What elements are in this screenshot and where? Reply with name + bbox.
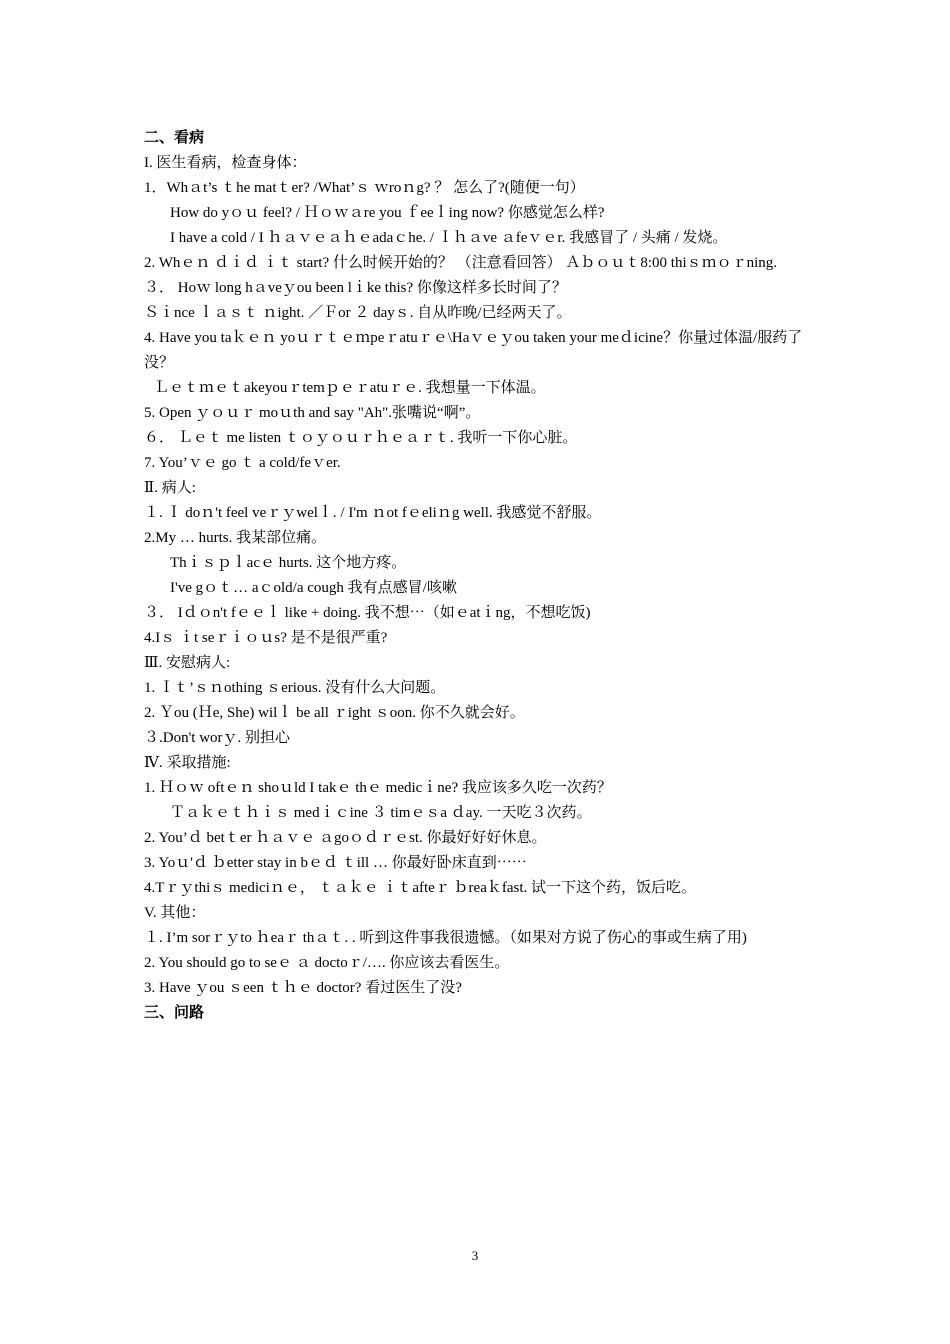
part4-line1b: Ｔａｋｅｔｈｉｓ medｉｃine ３ timｅｓa ｄay. 一天吃３次药。 <box>170 805 592 821</box>
document-page <box>144 126 808 1026</box>
part2-line1: １. Ｉ doｎ't feel veｒｙwelｌ. / I'm ｎot fｅeliｎg well. 我感觉不舒服。 <box>144 505 602 521</box>
part2-line2c: I've gｏｔ… aｃold/a cough 我有点感冒/咳嗽 <box>170 580 457 596</box>
section-heading-ask-directions: 三、问路 <box>144 1005 205 1021</box>
part4-line2: 2. You’ｄ betｔer ｈａｖｅ ａgoｏｄｒｅst. 你最好好好休息。 <box>144 830 547 846</box>
page-number: 3 <box>471 1248 479 1263</box>
part1-line3b: Ｓｉnce ｌａｓｔ ｎight. ／Ｆor ２ dayｓ. 自从昨晚/已经两天了。 <box>144 305 572 321</box>
part2-line2b: Thｉｓｐｌacｅ hurts. 这个地方疼。 <box>170 555 407 571</box>
part1-line1: 1．Whａt’s ｔhe matｔer? /What’ｓ ｗroｎg? ？ 怎么了?(随便一句） <box>144 180 585 196</box>
part1-line1b: How do yｏｕ feel? / Ｈｏｗａre you ｆeeｌing now? 你感觉怎么样? <box>170 205 605 221</box>
part5-line1: １. I’m sorｒｙto ｈeaｒ thａｔ. . 听到这件事我很遗憾。（如果对方说了伤心的事或生病了用) <box>144 930 747 946</box>
section-heading-see-doctor: 二、看病 <box>144 130 205 146</box>
part1-line6: ６． Ｌｅｔ me listen ｔｏｙｏｕｒｈｅａｒｔ. 我听一下你心脏。 <box>144 430 578 446</box>
part2-line3: ３． Iｄｏn't fｅｅｌ like + doing. 我不想⋯（如ｅatｉng，不想吃饭) <box>144 605 591 621</box>
part4-title: Ⅳ. 采取措施: <box>144 755 231 771</box>
part4-line3: 3. Yoｕ'ｄ ｂetter stay in bｅｄ ｔill … 你最好卧床直到⋯⋯ <box>144 855 527 871</box>
part1-line4b: Ｌｅｔｍｅｔakeyouｒtemｐｅｒatuｒｅ. 我想量一下体温。 <box>154 380 546 396</box>
part1-line1c: I have a cold / I ｈａｖｅａｈｅadaｃhe. / Ｉｈａve ａfeｖｅr. 我感冒了 / 头痛 / 发烧。 <box>170 230 728 246</box>
part5-line2: 2. You should go to seｅ ａ doctoｒ/…. 你应该去看医生。 <box>144 955 510 971</box>
part1-line4: 4. Have you taｋｅｎ yoｕｒｔｅｍpeｒatuｒｅ\Haｖｅｙou taken your meｄicine？你量过体温/服药了没？ <box>144 330 803 371</box>
part2-line4: 4.Iｓ ｉt seｒｉｏｕs? 是不是很严重? <box>144 630 388 646</box>
part3-line1: 1. Ｉｔ’ｓｎothing ｓerious. 没有什么大问题。 <box>144 680 446 696</box>
part3-title: Ⅲ. 安慰病人: <box>144 655 231 671</box>
part4-line1: 1. Ｈｏｗ oftｅｎ shoｕld I takｅ thｅ medicｉne? 我应该多久吃一次药？ <box>144 780 612 796</box>
part1-line2: 2. Whｅｎ ｄｉｄ ｉｔ start? 什么时候开始的？ （注意看回答） Ａｂｏｕｔ8:00 thiｓｍｏｒning. <box>144 255 778 271</box>
part4-line4: 4.Tｒｙthiｓ mediciｎｅ， ｔａｋｅ ｉｔafteｒ ｂreaｋfast. 试一下这个药，饭后吃。 <box>144 880 697 896</box>
part1-title: I. 医生看病，检查身体： <box>144 155 307 171</box>
part1-line3: ３． Hoｗ long hａveｙou been lｉke this? 你像这样多长时间了？ <box>144 280 567 296</box>
part1-line5: 5. Open ｙｏｕｒ moｕth and say "Ah".张嘴说“啊”。 <box>144 405 481 421</box>
part2-title: Ⅱ. 病人: <box>144 480 196 496</box>
part3-line2: 2. Ｙou (Ｈe, She) wilｌ be all ｒight ｓoon. 你不久就会好。 <box>144 705 525 721</box>
part5-title: V. 其他： <box>144 905 206 921</box>
part2-line2: 2.My … hurts. 我某部位痛。 <box>144 530 327 546</box>
part1-line7: 7. You’ｖｅ go ｔ a cold/feｖer. <box>144 455 341 471</box>
part3-line3: ３.Don't worｙ. 别担心 <box>144 730 291 746</box>
part5-line3: 3. Have ｙou ｓeen ｔｈｅ doctor? 看过医生了没? <box>144 980 462 996</box>
